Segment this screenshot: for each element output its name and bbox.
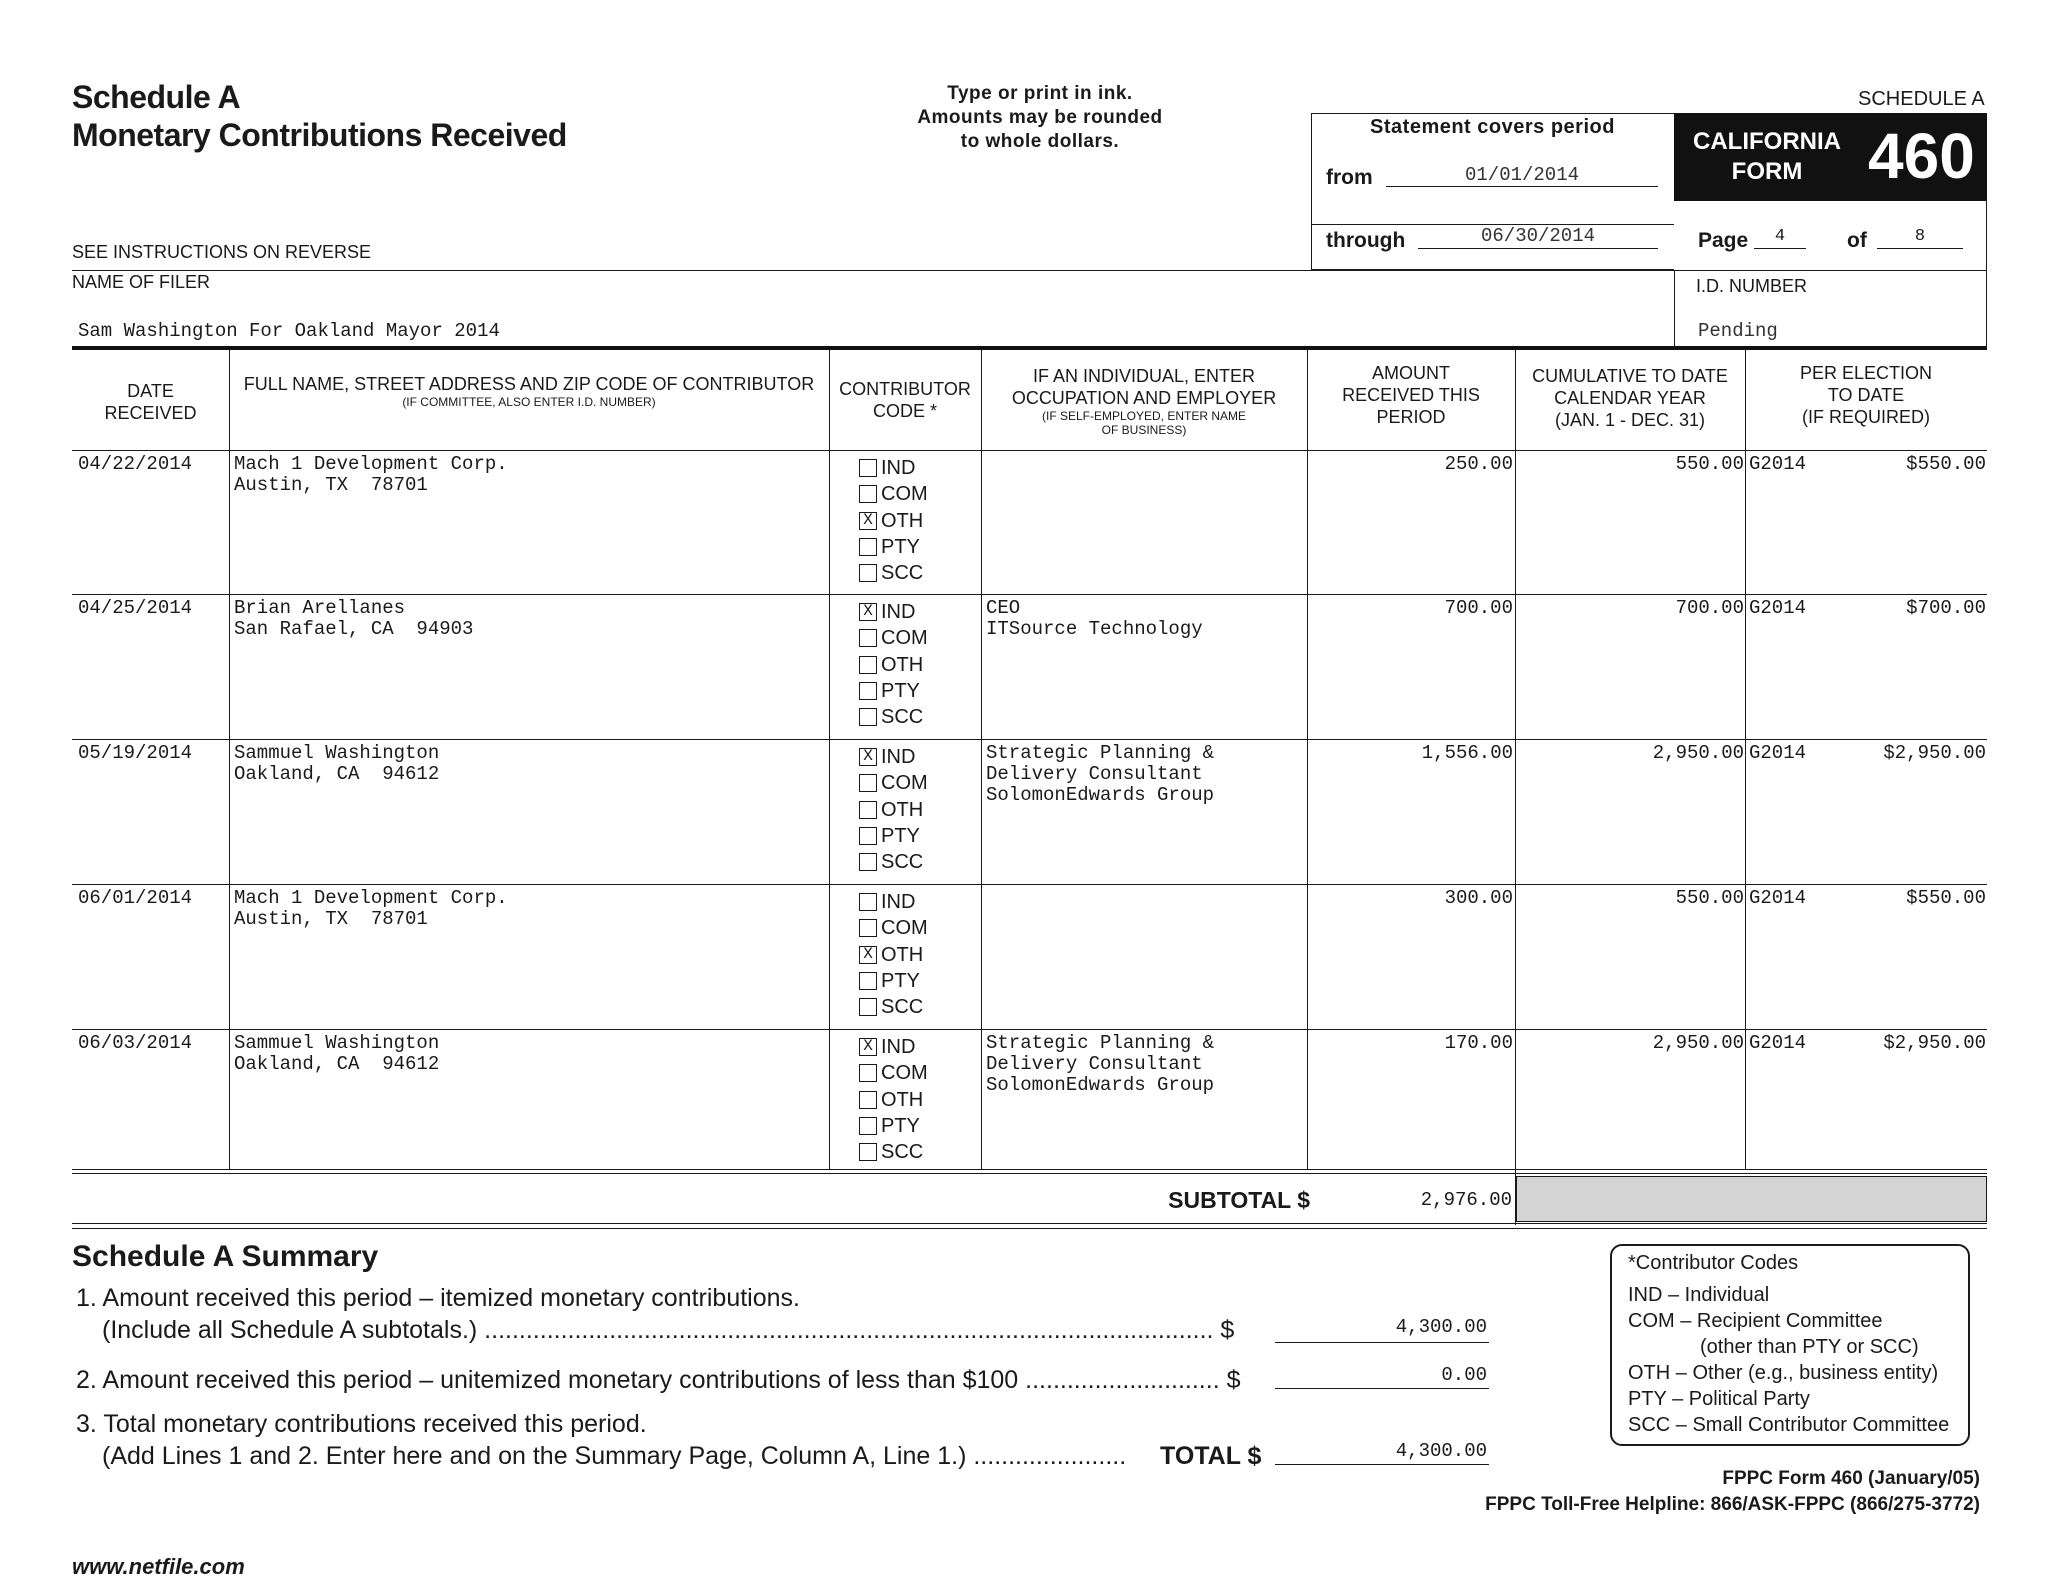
- checkbox[interactable]: [859, 853, 877, 871]
- cell-name[interactable]: Mach 1 Development Corp.: [234, 887, 508, 909]
- code-option-ind[interactable]: X IND: [859, 599, 928, 625]
- cell-address[interactable]: San Rafael, CA 94903: [234, 618, 474, 640]
- cell-address[interactable]: Austin, TX 78701: [234, 908, 428, 930]
- cell-occupation[interactable]: CEO: [986, 597, 1021, 619]
- code-option-pty[interactable]: PTY: [859, 1113, 928, 1139]
- cell-address[interactable]: Oakland, CA 94612: [234, 1053, 440, 1075]
- filer-name[interactable]: Sam Washington For Oakland Mayor 2014: [78, 320, 500, 342]
- code-option-scc[interactable]: SCC: [859, 849, 928, 875]
- summary-title: Schedule A Summary: [72, 1240, 379, 1273]
- checkbox[interactable]: [859, 919, 877, 937]
- cell-cumulative[interactable]: 700.00: [1675, 597, 1744, 619]
- cell-election[interactable]: G2014: [1749, 887, 1807, 909]
- cell-date[interactable]: 05/19/2014: [78, 742, 193, 764]
- checkbox[interactable]: [859, 1143, 877, 1161]
- header-date: DATE RECEIVED: [104, 381, 197, 423]
- checkbox[interactable]: [859, 708, 877, 726]
- checkbox[interactable]: [859, 1091, 877, 1109]
- header-name: FULL NAME, STREET ADDRESS AND ZIP CODE OF CONTRIBUTOR (IF COMMITTEE, ALSO ENTER I.D. NUMBER): [243, 374, 815, 409]
- contributor-code-group: [859, 744, 928, 875]
- code-option-scc[interactable]: SCC: [859, 1139, 928, 1165]
- schedule-label: SCHEDULE A: [1858, 88, 1985, 110]
- code-option-com[interactable]: COM: [859, 1060, 928, 1086]
- summary-line1a: 1. Amount received this period – itemized monetary contributions.: [76, 1284, 800, 1312]
- period-label: Statement covers period: [1370, 116, 1615, 138]
- checkbox[interactable]: [859, 459, 877, 477]
- checkbox[interactable]: [859, 629, 877, 647]
- code-option-oth[interactable]: OTH: [859, 652, 928, 678]
- code-option-ind[interactable]: X IND: [859, 1034, 928, 1060]
- of-label: of: [1847, 229, 1867, 252]
- filer-label: NAME OF FILER: [72, 272, 211, 292]
- code-option-scc[interactable]: SCC: [859, 994, 928, 1020]
- cell-name[interactable]: Sammuel Washington: [234, 742, 440, 764]
- contributor-codes-list: *Contributor Codes IND – Individual COM – Recipient Committee (other than PTY or SCC) OTH – Other (e.g., business entity) PTY – Political Party SCC – Small Contributor Committee: [1628, 1252, 1950, 1436]
- code-option-oth[interactable]: OTH: [859, 1087, 928, 1113]
- form-number: 460: [1868, 120, 1975, 192]
- code-option-com[interactable]: COM: [859, 481, 928, 507]
- cell-occupation[interactable]: Delivery Consultant: [986, 1053, 1203, 1075]
- cell-date[interactable]: 06/03/2014: [78, 1032, 193, 1054]
- checkbox[interactable]: [859, 827, 877, 845]
- cell-amount[interactable]: 250.00: [1444, 453, 1513, 475]
- checkbox[interactable]: [859, 564, 877, 582]
- cell-amount[interactable]: 700.00: [1444, 597, 1513, 619]
- code-option-com[interactable]: COM: [859, 625, 928, 651]
- schedule-subtitle: Monetary Contributions Received: [72, 117, 567, 153]
- checkbox[interactable]: X: [859, 512, 877, 530]
- cell-name[interactable]: Brian Arellanes: [234, 597, 406, 619]
- summary-line1b: (Include all Schedule A subtotals.) ......................................................................................................... $: [102, 1316, 1235, 1344]
- code-option-oth[interactable]: X OTH: [859, 942, 928, 968]
- code-option-com[interactable]: COM: [859, 770, 928, 796]
- code-option-pty[interactable]: PTY: [859, 678, 928, 704]
- checkbox[interactable]: X: [859, 946, 877, 964]
- header-code: CONTRIBUTOR CODE *: [839, 379, 971, 421]
- cell-cumulative[interactable]: 550.00: [1675, 887, 1744, 909]
- checkbox[interactable]: [859, 485, 877, 503]
- website-link[interactable]: www.netfile.com: [72, 1554, 245, 1579]
- contributor-code-group: [859, 1034, 928, 1165]
- cell-election[interactable]: G2014: [1749, 453, 1807, 475]
- cell-address[interactable]: Austin, TX 78701: [234, 474, 428, 496]
- cell-amount[interactable]: 170.00: [1444, 1032, 1513, 1054]
- cell-date[interactable]: 04/25/2014: [78, 597, 193, 619]
- checkbox[interactable]: [859, 893, 877, 911]
- cell-occupation[interactable]: SolomonEdwards Group: [986, 1074, 1215, 1096]
- contributor-code-group: [859, 599, 928, 730]
- cell-election-amount[interactable]: $700.00: [1906, 597, 1986, 619]
- checkbox[interactable]: X: [859, 1038, 877, 1056]
- summary-line3a: 3. Total monetary contributions received this period.: [76, 1410, 647, 1438]
- cell-name[interactable]: Sammuel Washington: [234, 1032, 440, 1054]
- cell-occupation[interactable]: SolomonEdwards Group: [986, 784, 1215, 806]
- line2-value: 0.00: [1441, 1364, 1487, 1386]
- code-option-ind[interactable]: X IND: [859, 744, 928, 770]
- through-label: through: [1326, 229, 1406, 252]
- page-value: 4: [1774, 227, 1786, 246]
- header-per-election: PER ELECTION TO DATE (IF REQUIRED): [1799, 363, 1933, 427]
- from-value: 01/01/2014: [1464, 164, 1580, 186]
- summary-line3b: (Add Lines 1 and 2. Enter here and on the Summary Page, Column A, Line 1.) ......................: [102, 1442, 1127, 1470]
- header-cumulative: CUMULATIVE TO DATE CALENDAR YEAR (JAN. 1 - DEC. 31): [1532, 366, 1728, 430]
- cell-cumulative[interactable]: 550.00: [1675, 453, 1744, 475]
- code-option-com[interactable]: COM: [859, 915, 928, 941]
- cell-date[interactable]: 06/01/2014: [78, 887, 193, 909]
- cell-election[interactable]: G2014: [1749, 1032, 1807, 1054]
- cell-amount[interactable]: 300.00: [1444, 887, 1513, 909]
- contributor-code-group: [859, 889, 928, 1020]
- ink-instructions: Type or print in ink. Amounts may be rounded to whole dollars.: [917, 83, 1163, 152]
- cell-occupation[interactable]: Delivery Consultant: [986, 763, 1203, 785]
- code-option-pty[interactable]: PTY: [859, 968, 928, 994]
- cell-election-amount[interactable]: $2,950.00: [1883, 742, 1986, 764]
- code-option-ind[interactable]: IND: [859, 455, 928, 481]
- cell-cumulative[interactable]: 2,950.00: [1652, 1032, 1744, 1054]
- checkbox[interactable]: X: [859, 748, 877, 766]
- header-amount: AMOUNT RECEIVED THIS PERIOD: [1342, 363, 1480, 427]
- subtotal-shaded: [1516, 1176, 1987, 1222]
- cell-amount[interactable]: 1,556.00: [1421, 742, 1513, 764]
- checkbox[interactable]: [859, 998, 877, 1016]
- cell-address[interactable]: Oakland, CA 94612: [234, 763, 440, 785]
- cell-occupation[interactable]: Strategic Planning &: [986, 742, 1215, 764]
- through-value: 06/30/2014: [1480, 225, 1596, 247]
- form-460-badge: CALIFORNIA FORM 460: [1674, 113, 1987, 201]
- form-footer: FPPC Form 460 (January/05) FPPC Toll-Free Helpline: 866/ASK-FPPC (866/275-3772): [1485, 1468, 1980, 1515]
- id-label: I.D. NUMBER: [1696, 276, 1808, 296]
- cell-cumulative[interactable]: 2,950.00: [1652, 742, 1744, 764]
- subtotal-value[interactable]: 2,976.00: [1420, 1189, 1512, 1211]
- from-label: from: [1326, 166, 1373, 189]
- cell-election-amount[interactable]: $2,950.00: [1883, 1032, 1986, 1054]
- code-option-pty[interactable]: PTY: [859, 823, 928, 849]
- checkbox[interactable]: [859, 801, 877, 819]
- checkbox[interactable]: [859, 656, 877, 674]
- summary-line2: 2. Amount received this period – unitemized monetary contributions of less than $100 ............................ $: [76, 1366, 1241, 1394]
- checkbox[interactable]: [859, 774, 877, 792]
- cell-election[interactable]: G2014: [1749, 742, 1807, 764]
- page-label: Page: [1698, 229, 1749, 252]
- see-instructions: SEE INSTRUCTIONS ON REVERSE: [72, 242, 372, 262]
- contributor-code-group: [859, 455, 928, 586]
- checkbox[interactable]: [859, 682, 877, 700]
- checkbox[interactable]: [859, 538, 877, 556]
- schedule-title: Schedule A: [72, 79, 241, 115]
- header-occupation: IF AN INDIVIDUAL, ENTER OCCUPATION AND EMPLOYER (IF SELF-EMPLOYED, ENTER NAME OF BUSINESS): [1011, 366, 1277, 437]
- cell-election-amount[interactable]: $550.00: [1906, 887, 1986, 909]
- code-option-oth[interactable]: OTH: [859, 797, 928, 823]
- cell-name[interactable]: Mach 1 Development Corp.: [234, 453, 508, 475]
- of-value: 8: [1914, 227, 1926, 246]
- line1-value: 4,300.00: [1395, 1316, 1487, 1338]
- checkbox[interactable]: [859, 972, 877, 990]
- cell-occupation[interactable]: ITSource Technology: [986, 618, 1203, 640]
- code-option-pty[interactable]: PTY: [859, 534, 928, 560]
- code-option-scc[interactable]: SCC: [859, 560, 928, 586]
- checkbox[interactable]: [859, 1064, 877, 1082]
- line3-value: 4,300.00: [1395, 1440, 1487, 1462]
- cell-occupation[interactable]: Strategic Planning &: [986, 1032, 1215, 1054]
- code-option-oth[interactable]: X OTH: [859, 508, 928, 534]
- cell-election-amount[interactable]: $550.00: [1906, 453, 1986, 475]
- code-option-scc[interactable]: SCC: [859, 704, 928, 730]
- cell-date[interactable]: 04/22/2014: [78, 453, 193, 475]
- checkbox[interactable]: [859, 1117, 877, 1135]
- cell-election[interactable]: G2014: [1749, 597, 1807, 619]
- checkbox[interactable]: X: [859, 603, 877, 621]
- total-label: TOTAL $: [1160, 1442, 1262, 1470]
- code-option-ind[interactable]: IND: [859, 889, 928, 915]
- id-value[interactable]: Pending: [1698, 320, 1778, 342]
- subtotal-label: SUBTOTAL $: [1168, 1187, 1310, 1213]
